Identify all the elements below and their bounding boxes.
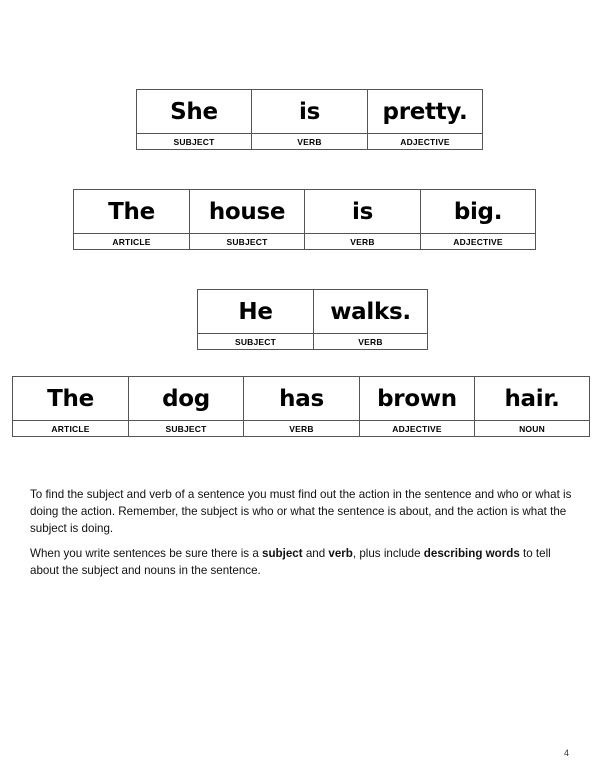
tip-text: When you write sentences be sure there is a — [30, 547, 262, 560]
writing-tip-paragraph — [30, 545, 575, 579]
page-number: 4 — [563, 748, 569, 758]
sentence-word: The — [108, 198, 155, 225]
word-cell — [360, 377, 475, 436]
word-cell — [190, 190, 305, 249]
sentence-table-2 — [73, 189, 536, 250]
word-cell — [137, 90, 252, 149]
word-cell — [244, 377, 360, 436]
word-role-label: ARTICLE — [13, 420, 128, 436]
word-role-label: SUBJECT — [129, 420, 243, 436]
word-role-label: VERB — [252, 133, 367, 149]
word-cell — [421, 190, 535, 249]
word-role-label: NOUN — [475, 420, 589, 436]
sentence-word: hair. — [504, 385, 560, 412]
word-role-label: VERB — [314, 333, 427, 349]
tip-text: to tell about the subject and nouns in the sentence. — [30, 547, 551, 577]
word-role-label: ADJECTIVE — [368, 133, 482, 149]
tip-bold-term: describing words — [423, 547, 520, 560]
sentence-word: pretty. — [382, 98, 468, 125]
sentence-word: has — [279, 385, 324, 412]
word-role-label: SUBJECT — [190, 233, 304, 249]
tip-text: , plus include — [352, 547, 424, 560]
word-cell — [314, 290, 427, 349]
word-role-label: SUBJECT — [198, 333, 313, 349]
word-cell — [475, 377, 589, 436]
word-cell — [368, 90, 482, 149]
sentence-table-1 — [136, 89, 483, 150]
word-cell — [74, 190, 190, 249]
sentence-word: dog — [162, 385, 210, 412]
sentence-word: He — [238, 298, 273, 325]
sentence-word: brown — [377, 385, 457, 412]
sentence-word: big. — [453, 198, 503, 225]
sentence-word: walks. — [330, 298, 411, 325]
instruction-paragraph: To find the subject and verb of a sentence you must find out the action in the sentence and who or what is doing the action. Remember, the subject is who or what the sentence is about, and the action is what the subject is doing. — [30, 488, 572, 535]
tip-text: and — [302, 547, 329, 560]
word-cell — [198, 290, 314, 349]
word-role-label: ADJECTIVE — [360, 420, 474, 436]
word-role-label: SUBJECT — [137, 133, 251, 149]
word-cell — [129, 377, 244, 436]
word-cell — [305, 190, 421, 249]
tip-bold-term: subject — [262, 547, 303, 560]
sentence-table-4 — [12, 376, 590, 437]
sentence-word: house — [208, 198, 286, 225]
word-cell — [13, 377, 129, 436]
word-cell — [252, 90, 368, 149]
sentence-word: She — [170, 98, 218, 125]
word-role-label: ARTICLE — [74, 233, 189, 249]
tip-bold-term: verb — [328, 547, 353, 560]
word-role-label: VERB — [305, 233, 420, 249]
sentence-word: is — [352, 198, 373, 225]
word-role-label: VERB — [244, 420, 359, 436]
word-role-label: ADJECTIVE — [421, 233, 535, 249]
sentence-word: The — [47, 385, 94, 412]
sentence-table-3 — [197, 289, 428, 350]
sentence-word: is — [299, 98, 320, 125]
